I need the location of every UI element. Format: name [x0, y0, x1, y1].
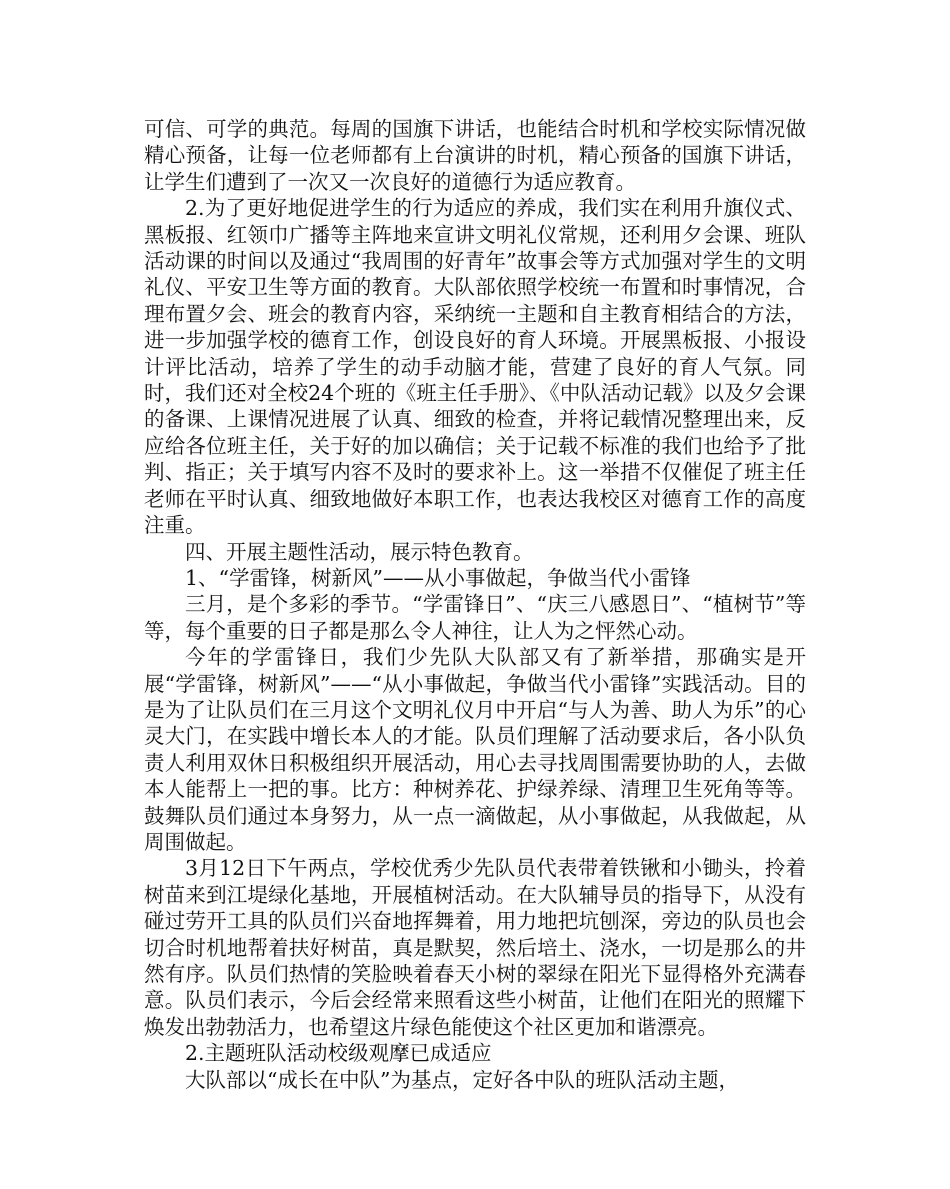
section-heading-four: 四、开展主题性活动，展示特色教育。	[185, 539, 534, 564]
subheading-class-activities: 2.主题班队活动校级观摩已成适应	[185, 1041, 492, 1066]
paragraph-brigade: 大队部以“成长在中队”为基点，定好各中队的班队活动主题，	[185, 1067, 739, 1092]
paragraph-1: 可信、可学的典范。每周的国旗下讲话，也能结合时机和学校实际情况做精心预备，让每一位老师都有上台演讲的时机，精心预备的国旗下讲话，让学生们遭到了一次又一次良好的道德行为适应教育。	[144, 117, 806, 194]
paragraph-leifeng-day: 今年的学雷锋日，我们少先队大队部又有了新举措，那确实是开展“学雷锋，树新风”——“从小事做起，争做当代小雷锋”实践活动。目的是为了让队员们在三月这个文明礼仪月中开启“与人为善、助人为乐”的心灵大门，在实践中增长本人的才能。队员们理解了活动要求后，各小队负责人利用双休日积极组织开展活动，用心去寻找周围需要协助的人，去做本人能帮上一把的事。比方：种树养花、护绿养绿、清理卫生死角等等。鼓舞队员们通过本身努力，从一点一滴做起，从小事做起，从我做起，从周围做起。	[144, 645, 806, 854]
document-page	[144, 116, 806, 1093]
paragraph-march: 三月，是个多彩的季节。“学雷锋日”、“庆三八感恩日”、“植树节”等等，每个重要的日子都是那么令人神往，让人为之怦然心动。	[144, 592, 806, 643]
subheading-learn-leifeng: 1、“学雷锋，树新风”——从小事做起，争做当代小雷锋	[185, 565, 691, 590]
paragraph-tree-planting: 3月12日下午两点，学校优秀少先队员代表带着铁锹和小锄头，拎着树苗来到江堤绿化基地，开展植树活动。在大队辅导员的指导下，从没有碰过劳开工具的队员们兴奋地挥舞着，用力地把坑刨深，旁边的队员也会切合时机地帮着扶好树苗，真是默契，然后培土、浇水，一切是那么的井然有序。队员们热情的笑脸映着春天小树的翠绿在阳光下显得格外充满春意。队员们表示，今后会经常来照看这些小树苗，让他们在阳光的照耀下焕发出勃勃活力，也希望这片绿色能使这个社区更加和谐漂亮。	[144, 856, 806, 1039]
paragraph-2: 2.为了更好地促进学生的行为适应的养成，我们实在利用升旗仪式、黑板报、红领巾广播等主阵地来宣讲文明礼仪常规，还利用夕会课、班队活动课的时间以及通过“我周围的好青年”故事会等方式加强对学生的文明礼仪、平安卫生等方面的教育。大队部依照学校统一布置和时事情况，合理布置夕会、班会的教育内容，采纳统一主题和自主教育相结合的方法，进一步加强学校的德育工作，创设良好的育人环境。开展黑板报、小报设计评比活动，培养了学生的动手动脑才能，营建了良好的育人气氛。同时，我们还对全校24个班的《班主任手册》、《中队活动记载》以及夕会课的备课、上课情况进展了认真、细致的检查，并将记载情况整理出来，反应给各位班主任，关于好的加以确信；关于记载不标准的我们也给予了批判、指正；关于填写内容不及时的要求补上。这一举措不仅催促了班主任老师在平时认真、细致地做好本职工作，也表达我校区对德育工作的高度注重。	[144, 196, 806, 538]
